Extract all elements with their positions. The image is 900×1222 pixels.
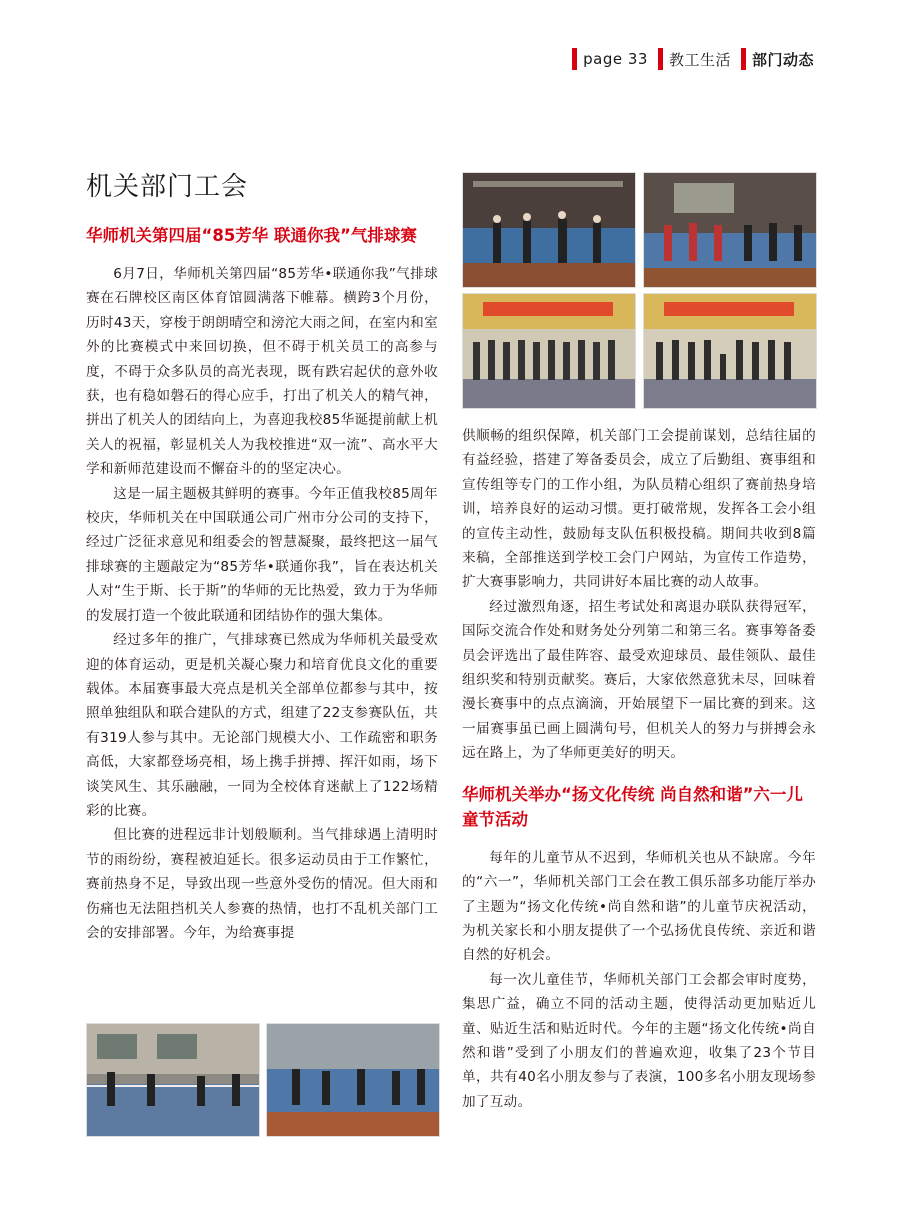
award-group-photo-1 (462, 293, 636, 409)
article2-paragraph: 每一次儿童佳节，华师机关部门工会都会审时度势，集思广益，确立不同的活动主题，使得活动更加贴近儿童、贴近生活和贴近时代。今年的主题“扬文化传统•尚自然和谐”受到了小朋友们的普遍欢迎，收集了23个节目单，共有40名小朋友参与了表演，100多名小朋友现场参加了互动。 (462, 971, 816, 1110)
article1-paragraph-continued: 供顺畅的组织保障，机关部门工会提前谋划，总结往届的有益经验，搭建了筹备委员会，成立了后勤组、赛事组和宣传组等专门的工作小组，为队员精心组织了赛前热身培训，培养良好的运动习惯。更打破常规，发挥各工会小组的宣传主动性，鼓励每支队伍积极投稿。期间共收到8篇来稿，全部推送到学校工会门户网站，为宣传工作造势，扩大赛事影响力，共同讲好本届比赛的动人故事。 (462, 428, 816, 591)
article1-title: 华师机关第四届“85芳华 联通你我”气排球赛 (86, 226, 417, 245)
header-accent-bar (658, 48, 663, 70)
section-title: 机关部门工会 (86, 172, 249, 202)
indoor-volleyball-photo (266, 1023, 440, 1137)
right-column (462, 424, 816, 1114)
award-group-photo-2 (643, 293, 817, 409)
volleyball-indoor-match-photo (462, 172, 636, 288)
article1-paragraph: 经过多年的推广，气排球赛已然成为华师机关最受欢迎的体育运动，更是机关凝心聚力和培育优良文化的重要载体。本届赛事最大亮点是机关全部单位都参与其中，按照单独组队和联合建队的方式，组建了22支参赛队伍，共有319人参与其中。无论部门规模大小、工作疏密和职务高低，大家都登场亮相，场上携手拼搏、挥汗如雨，场下谈笑风生、其乐融融，一同为全校体育迷献上了122场精彩的比赛。 (86, 632, 438, 819)
article1-paragraph: 这是一届主题极其鲜明的赛事。今年正值我校85周年校庆，华师机关在中国联通公司广州市分公司的支持下，经过广泛征求意见和组委会的智慧凝聚，最终把这一届气排球赛的主题敲定为“85芳华•联通你我”，旨在表达机关人对“生于斯、长于斯”的华师的无比热爱，致力于为华师的发展打造一个彼此联通和团结协作的强大集体。 (86, 485, 438, 624)
article1-paragraph: 经过激烈角逐，招生考试处和离退办联队获得冠军，国际交流合作处和财务处分列第二和第三名。赛事筹备委员会评选出了最佳阵容、最受欢迎球员、最佳领队、最佳组织奖和特别贡献奖。赛后，大家依然意犹未尽，回味着漫长赛事中的点点滴滴，开始展望下一届比赛的到来。这一届赛事虽已画上圆满句号，但机关人的努力与拼搏会永远在路上，为了华师更美好的明天。 (462, 598, 816, 762)
outdoor-volleyball-photo (86, 1023, 260, 1137)
page-number: page 33 (583, 50, 648, 68)
header-accent-bar (572, 48, 577, 70)
header-accent-bar (741, 48, 746, 70)
article2-title: 华师机关举办“扬文化传统 尚自然和谐”六一儿童节活动 (462, 784, 803, 829)
header-section: 部门动态 (751, 50, 814, 69)
header-category: 教工生活 (668, 50, 731, 69)
volleyball-team-cheer-photo (643, 172, 817, 288)
article1-paragraph: 但比赛的进程远非计划般顺利。当气排球遇上清明时节的雨纷纷，赛程被迫延长。很多运动员由于工作繁忙，赛前热身不足，导致出现一些意外受伤的情况。但大雨和伤痛也无法阻挡机关人参赛的热情，也打不乱机关部门工会的安排部署。今年，为给赛事提 (86, 827, 438, 941)
left-column (86, 166, 438, 945)
article2-paragraph: 每年的儿童节从不迟到，华师机关也从不缺席。今年的“六一”，华师机关部门工会在教工俱乐部多功能厅举办了主题为“扬文化传统•尚自然和谐”的儿童节庆祝活动，为机关家长和小朋友提供了一个弘扬优良传统、亲近和谐自然的好机会。 (462, 849, 816, 964)
page-header (572, 46, 814, 72)
article1-paragraph: 6月7日，华师机关第四届“85芳华•联通你我”气排球赛在石牌校区南区体育馆圆满落下帷幕。横跨3个月份，历时43天，穿梭于朗朗晴空和滂沱大雨之间，在室内和室外的比赛模式中来回切换，但不碍于机关员工的高参与度，不碍于众多队员的高光表现，既有跌宕起伏的意外收获，也有稳如磐石的得心应手，打出了机关人的精气神，拼出了机关人的团结向上，为喜迎我校85华诞提前献上机关人的祝福，彰显机关人为我校推进“双一流”、高水平大学和新师范建设而不懈奋斗的的坚定决心。 (86, 266, 438, 478)
